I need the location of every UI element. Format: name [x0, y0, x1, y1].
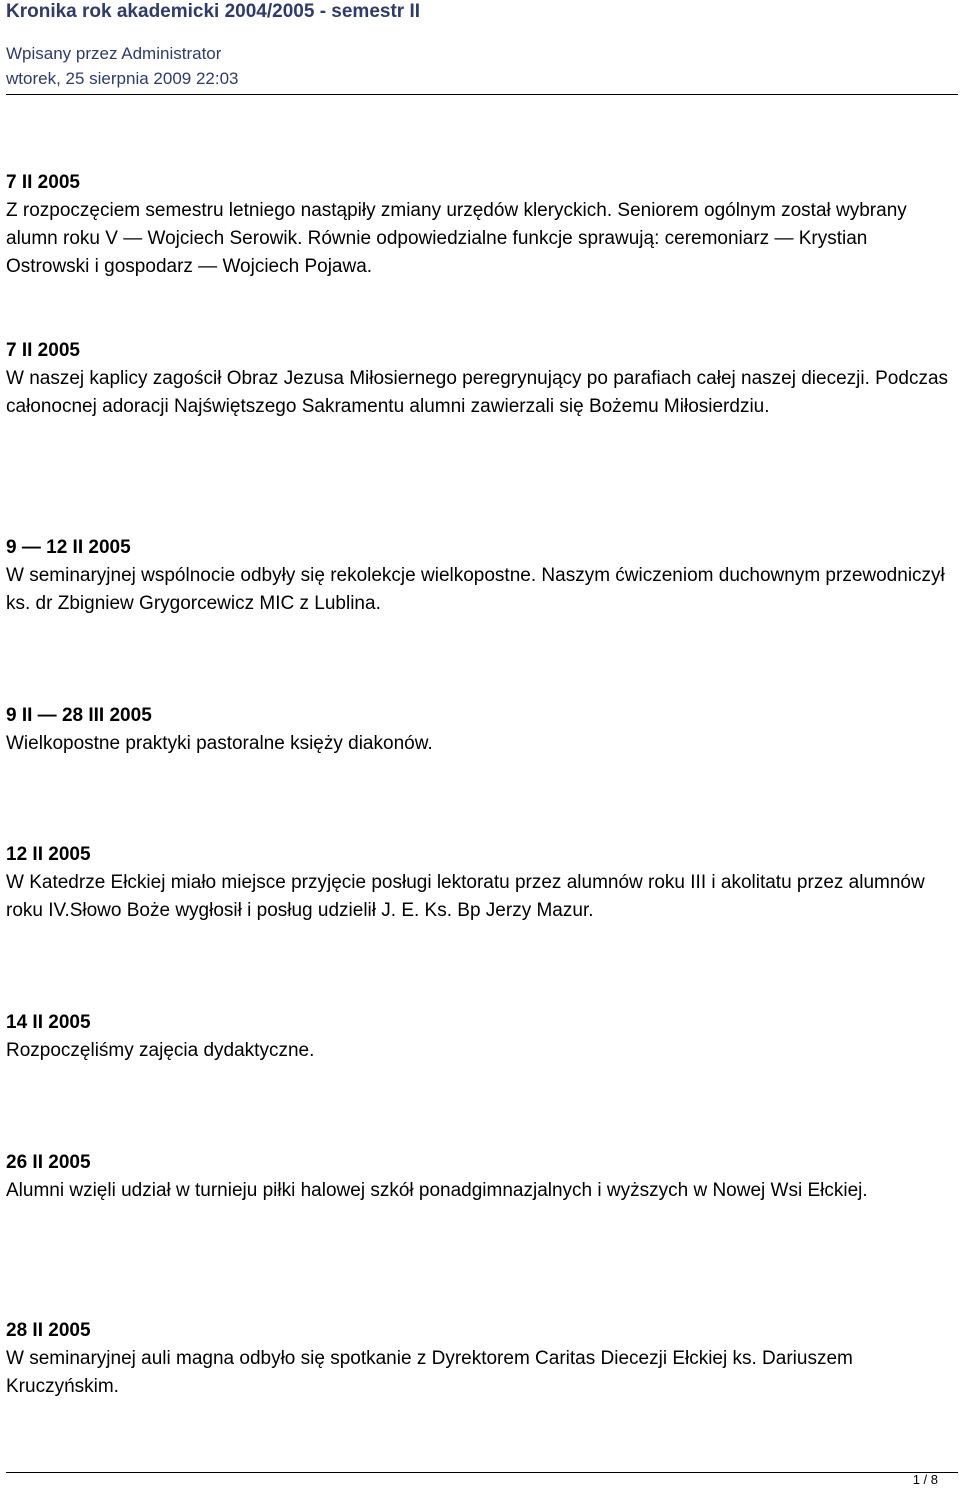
chronicle-entry [6, 702, 954, 758]
chronicle-entry [6, 1149, 954, 1205]
entry-text: Rozpoczęliśmy zajęcia dydaktyczne. [6, 1040, 315, 1061]
entry-text: Wielkopostne praktyki pastoralne księży diakonów. [6, 733, 433, 754]
publish-date: wtorek, 25 sierpnia 2009 22:03 [6, 69, 239, 88]
entry-text: Alumni wzięli udział w turnieju piłki halowej szkół ponadgimnazjalnych i wyższych w Nowej Wsi Ełckiej. [6, 1180, 868, 1201]
document-title: Kronika rok akademicki 2004/2005 - semestr II [6, 1, 421, 22]
entry-date: 28 II 2005 [6, 1320, 91, 1341]
chronicle-entry [6, 337, 954, 421]
chronicle-entry [6, 534, 954, 618]
entry-date: 12 II 2005 [6, 844, 91, 865]
entry-date: 14 II 2005 [6, 1012, 91, 1033]
entry-text: Z rozpoczęciem semestru letniego nastąpiły zmiany urzędów kleryckich. Seniorem ogólnym został wybrany alumn roku V — Wojciech Serowik. Równie odpowiedzialne funkcje sprawują: ceremoniarz — Krystian Ostrowski i gospodarz — Wojciech Pojawa. [6, 200, 907, 277]
author-line: Wpisany przez Administrator [6, 44, 222, 63]
footer-divider [6, 1472, 958, 1473]
page-number: 1 / 8 [912, 1472, 938, 1487]
chronicle-entry [6, 1009, 954, 1065]
entry-text: W naszej kaplicy zagościł Obraz Jezusa Miłosiernego peregrynujący po parafiach całej naszej diecezji. Podczas całonocnej adoracji Najświętszego Sakramentu alumni zawierzali się Bożemu Miłosierdziu. [6, 368, 949, 417]
entry-text: W seminaryjnej wspólnocie odbyły się rekolekcje wielkopostne. Naszym ćwiczeniom duchownym przewodniczył ks. dr Zbigniew Grygorcewicz MIC z Lublina. [6, 565, 945, 614]
chronicle-entry [6, 841, 954, 925]
chronicle-entry [6, 1317, 954, 1401]
header-divider [6, 94, 958, 95]
entry-date: 9 II — 28 III 2005 [6, 705, 152, 726]
chronicle-entry [6, 169, 954, 281]
entry-date: 7 II 2005 [6, 340, 80, 361]
entry-text: W seminaryjnej auli magna odbyło się spotkanie z Dyrektorem Caritas Diecezji Ełckiej ks. Dariuszem Kruczyńskim. [6, 1348, 853, 1397]
entry-date: 9 — 12 II 2005 [6, 537, 131, 558]
entry-date: 26 II 2005 [6, 1152, 91, 1173]
entry-text: W Katedrze Ełckiej miało miejsce przyjęcie posługi lektoratu przez alumnów roku III i akolitatu przez alumnów roku IV.Słowo Boże wygłosił i posług udzielił J. E. Ks. Bp Jerzy Mazur. [6, 872, 925, 921]
entry-date: 7 II 2005 [6, 172, 80, 193]
